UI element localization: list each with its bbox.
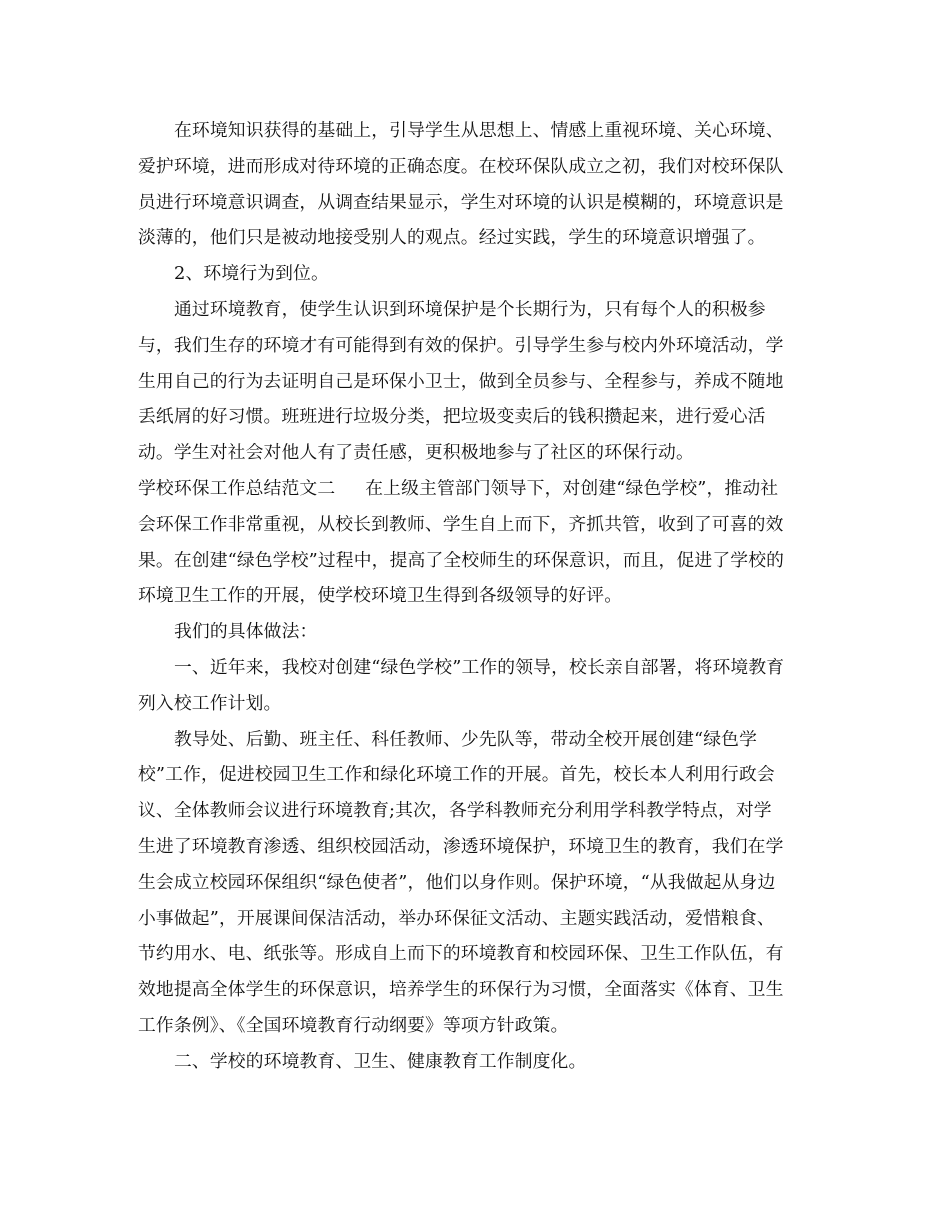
paragraph-line: 2、环境行为到位。: [174, 263, 329, 285]
paragraph-line: 效地提高全体学生的环保意识，培养学生的环保行为习惯，全面落实《体育、卫生: [138, 979, 784, 1001]
paragraph-line: 生会成立校园环保组织“绿色使者”，他们以身作则。保护环境，“从我做起从身边: [138, 871, 776, 893]
paragraph-line: 生进了环境教育渗透、组织校园活动，渗透环境保护，环境卫生的教育，我们在学: [138, 835, 784, 857]
paragraph-line: 列入校工作计划。: [138, 692, 282, 714]
document-body: [138, 113, 813, 1080]
paragraph-line: 工作条例》、《全国环境教育行动纲要》等项方针政策。: [138, 1014, 569, 1036]
paragraph-line: 通过环境教育，使学生认识到环境保护是个长期行为，只有每个人的积极参: [174, 298, 766, 320]
paragraph-line: 在环境知识获得的基础上，引导学生从思想上、情感上重视环境、关心环境、: [174, 120, 784, 141]
paragraph-line: 我们的具体做法：: [174, 621, 318, 643]
paragraph-line: 果。在创建“绿色学校”过程中，提高了全校师生的环保意识，而且，促进了学校的: [138, 549, 785, 571]
paragraph-line: 一、近年来，我校对创建“绿色学校”工作的领导，校长亲自部署，将环境教育: [174, 656, 785, 678]
paragraph-line: 生用自己的行为去证明自己是环保小卫士，做到全员参与、全程参与，养成不随地: [138, 370, 784, 392]
paragraph-line: 环境卫生工作的开展，使学校环境卫生得到各级领导的好评。: [138, 585, 623, 607]
paragraph-line: 小事做起”，开展课间保洁活动，举办环保征文活动、主题实践活动，爱惜粮食、: [138, 907, 775, 929]
paragraph-line: 与，我们生存的环境才有可能得到有效的保护。引导学生参与校内外环境活动，学: [138, 334, 784, 356]
paragraph-line: 校”工作，促进校园卫生工作和绿化环境工作的开展。首先，校长本人利用行政会: [138, 764, 775, 786]
paragraph-line: 动。学生对社会对他人有了责任感，更积极地参与了社区的环保行动。: [138, 442, 694, 464]
paragraph-line: 会环保工作非常重视，从校长到教师、学生自上而下，齐抓共管，收到了可喜的效: [138, 513, 784, 535]
paragraph-line: 教导处、后勤、班主任、科任教师、少先队等，带动全校开展创建“绿色学: [174, 728, 758, 750]
paragraph-line: 议、全体教师会议进行环境教育;其次，各学科教师充分利用学科教学特点，对学: [138, 800, 772, 822]
paragraph-line: 在上级主管部门领导下，对创建“绿色学校”，推动社: [365, 477, 779, 499]
paragraph-line: 节约用水、电、纸张等。形成自上而下的环境教育和校园环保、卫生工作队伍，有: [138, 943, 784, 965]
paragraph-line: 丢纸屑的好习惯。班班进行垃圾分类，把垃圾变卖后的钱积攒起来，进行爱心活: [138, 406, 766, 428]
paragraph-line: 二、学校的环境教育、卫生、健康教育工作制度化。: [174, 1050, 587, 1072]
section-heading: 学校环保工作总结范文二: [138, 477, 336, 499]
paragraph-line: 爱护环境，进而形成对待环境的正确态度。在校环保队成立之初，我们对校环保队: [138, 155, 784, 177]
section-heading-line: [138, 471, 813, 507]
paragraph-line: 淡薄的，他们只是被动地接受别人的观点。经过实践，学生的环境意识增强了。: [138, 227, 766, 249]
paragraph-line: 员进行环境意识调查，从调查结果显示，学生对环境的认识是模糊的，环境意识是: [138, 191, 784, 213]
